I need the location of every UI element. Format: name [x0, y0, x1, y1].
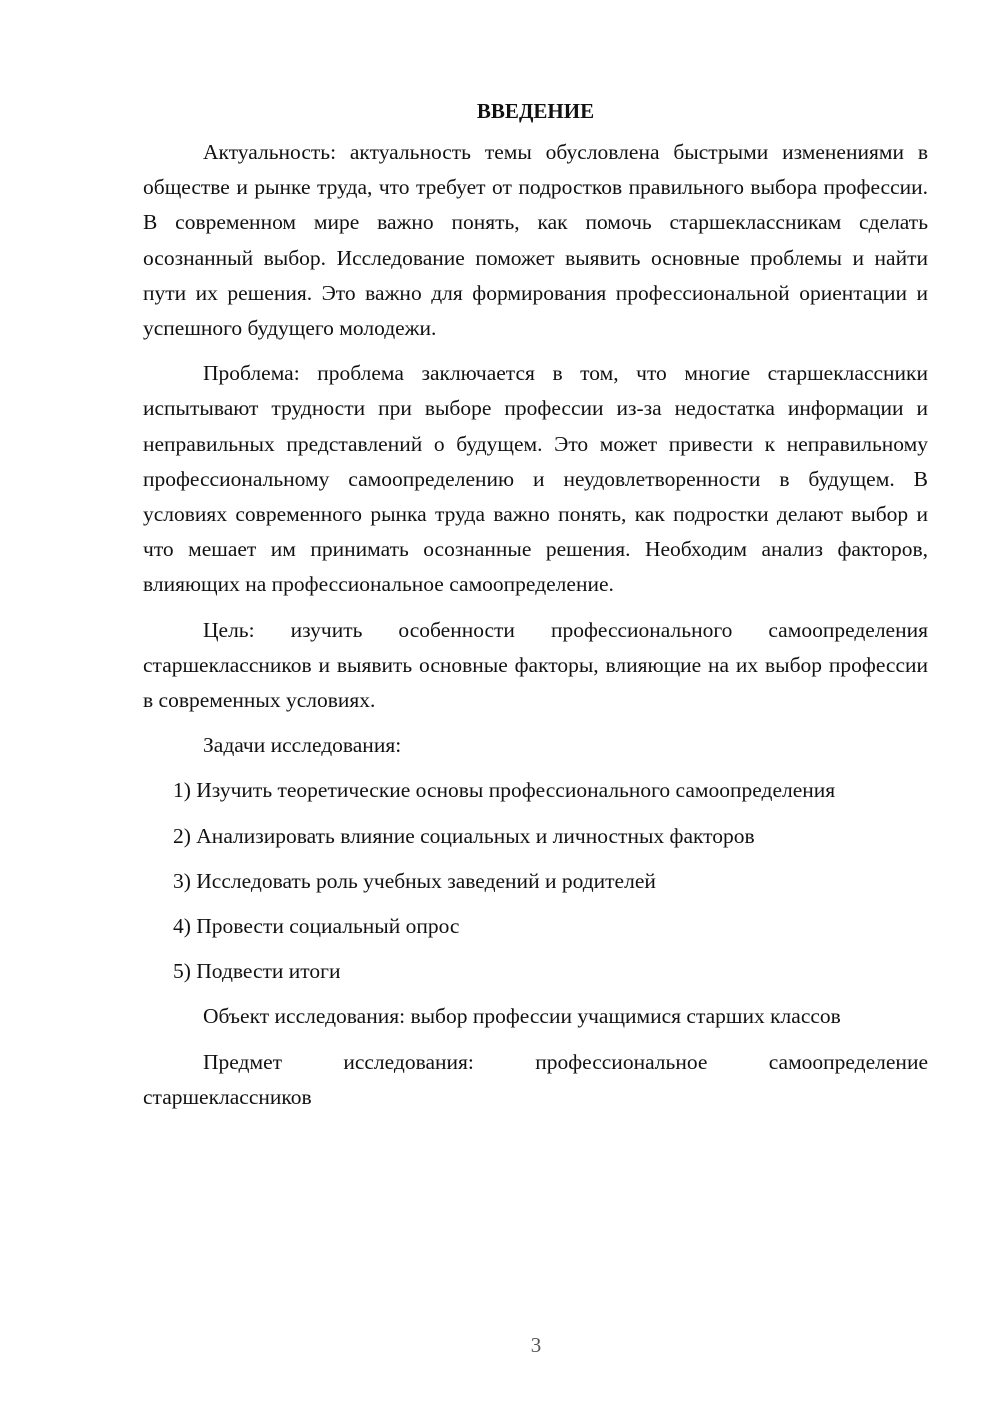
- relevance-paragraph: Актуальность: актуальность темы обусловлена быстрыми изменениями в обществе и рынке труда, что требует от подростков правильного выбора профессии. В современном мире важно понять, как помочь старшеклассникам сделать осознанный выбор. Исследование поможет выявить основные проблемы и найти пути их решения. Это важно для формирования профессиональной ориентации и успешного будущего молодежи.: [143, 140, 928, 341]
- page-number: 3: [530, 1333, 542, 1357]
- goal-paragraph: Цель: изучить особенности профессионального самоопределения старшеклассников и выявить основные факторы, влияющие на их выбор профессии в современных условиях.: [143, 617, 928, 713]
- subject-paragraph: Предмет исследования: профессиональное самоопределение старшеклассников: [143, 1049, 928, 1109]
- section-heading: ВВЕДЕНИЕ: [476, 99, 595, 123]
- task-item: 3) Исследовать роль учебных заведений и родителей: [173, 868, 656, 893]
- task-item: 4) Провести социальный опрос: [173, 914, 460, 939]
- task-item: 1) Изучить теоретические основы профессионального самоопределения: [173, 778, 836, 803]
- task-item: 5) Подвести итоги: [173, 959, 341, 984]
- task-item: 2) Анализировать влияние социальных и личностных факторов: [173, 823, 755, 848]
- object-paragraph: Объект исследования: выбор профессии учащимися старших классов: [203, 1004, 841, 1029]
- page-content: [143, 96, 928, 1125]
- problem-paragraph: Проблема: проблема заключается в том, что многие старшеклассники испытывают трудности при выборе профессии из-за недостатка информации и неправильных представлений о будущем. Это может привести к неправильному профессиональному самоопределению и неудовлетворенности в будущем. В условиях современного рынка труда важно понять, как подростки делают выбор и что мешает им принимать осознанные решения. Необходим анализ факторов, влияющих на профессиональное самоопределение.: [143, 361, 928, 597]
- tasks-title: Задачи исследования:: [203, 733, 402, 758]
